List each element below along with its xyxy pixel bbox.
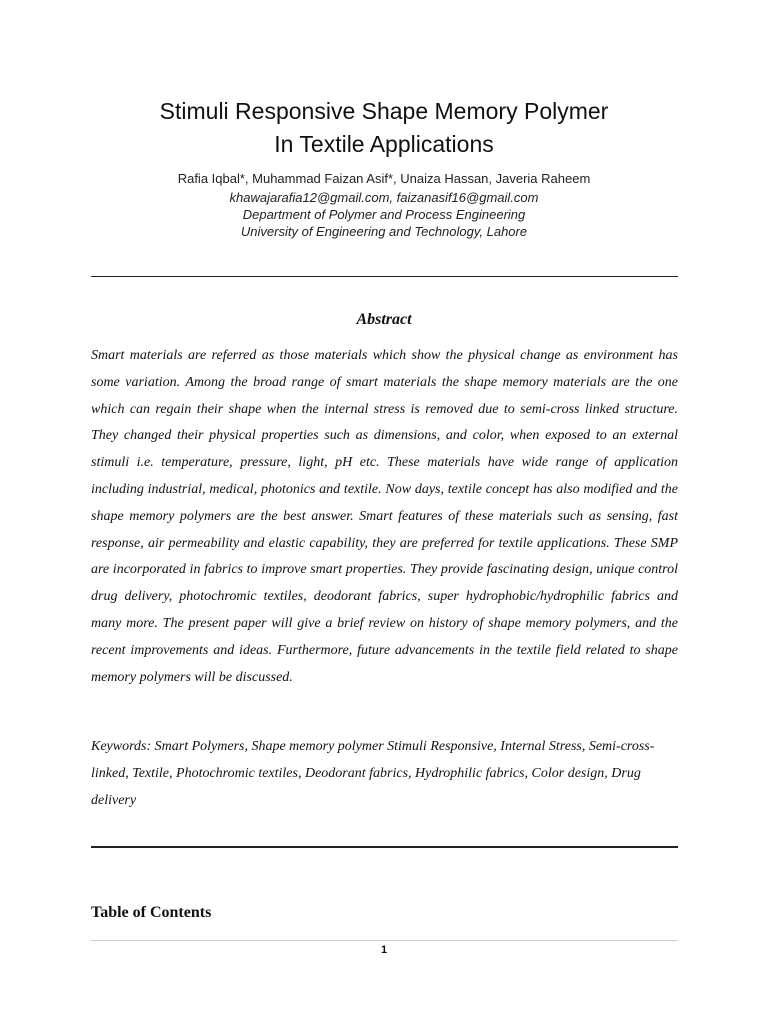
toc-heading: Table of Contents	[91, 904, 212, 921]
university: University of Engineering and Technology, Lahore	[240, 224, 528, 239]
author-list: Rafia Iqbal*, Muhammad Faizan Asif*, Unaiza Hassan, Javeria Raheem	[177, 171, 591, 186]
keywords-text: Keywords: Smart Polymers, Shape memory polymer Stimuli Responsive, Internal Stress, Semi-cross-linked, Textile, Photochromic textiles, Deodorant fabrics, Hydrophilic fabrics, Color design, Drug delivery	[91, 739, 655, 808]
paper-title	[0, 95, 768, 161]
department: Department of Polymer and Process Engineering	[242, 207, 526, 222]
title-line-2: In Textile Applications	[274, 131, 494, 157]
author-emails: khawajarafia12@gmail.com, faizanasif16@gmail.com	[229, 190, 539, 205]
keywords-divider	[91, 846, 678, 848]
affiliation-block	[0, 189, 768, 240]
header-divider	[91, 276, 678, 277]
page-number: 1	[380, 944, 388, 956]
footer-divider	[91, 940, 678, 941]
abstract-text: Smart materials are referred as those materials which show the physical change as environment has some variation. Among the broad range of smart materials the shape memory materials are the one which can regain their shape when the internal stress is removed due to semi-cross linked structure. They changed their physical properties such as dimensions, and color, when exposed to an external stimuli i.e. temperature, pressure, light, pH etc. These materials have wide range of application including industrial, medical, photonics and textile. Now days, textile concept has also modified and the shape memory polymers are the best answer. Smart features of these materials such as sensing, fast response, air permeability and elastic capability, they are preferred for textile applications. These SMP are incorporated in fabrics to improve smart properties. They provide fascinating design, unique control drug delivery, photochromic textiles, deodorant fabrics, super hydrophobic/hydrophilic fabrics and many more. The present paper will give a brief review on history of shape memory polymers, and the recent improvements and ideas. Furthermore, future advancements in the textile field related to shape memory polymers will be discussed.	[91, 348, 678, 685]
abstract-heading: Abstract	[356, 311, 412, 328]
title-line-1: Stimuli Responsive Shape Memory Polymer	[159, 98, 609, 124]
